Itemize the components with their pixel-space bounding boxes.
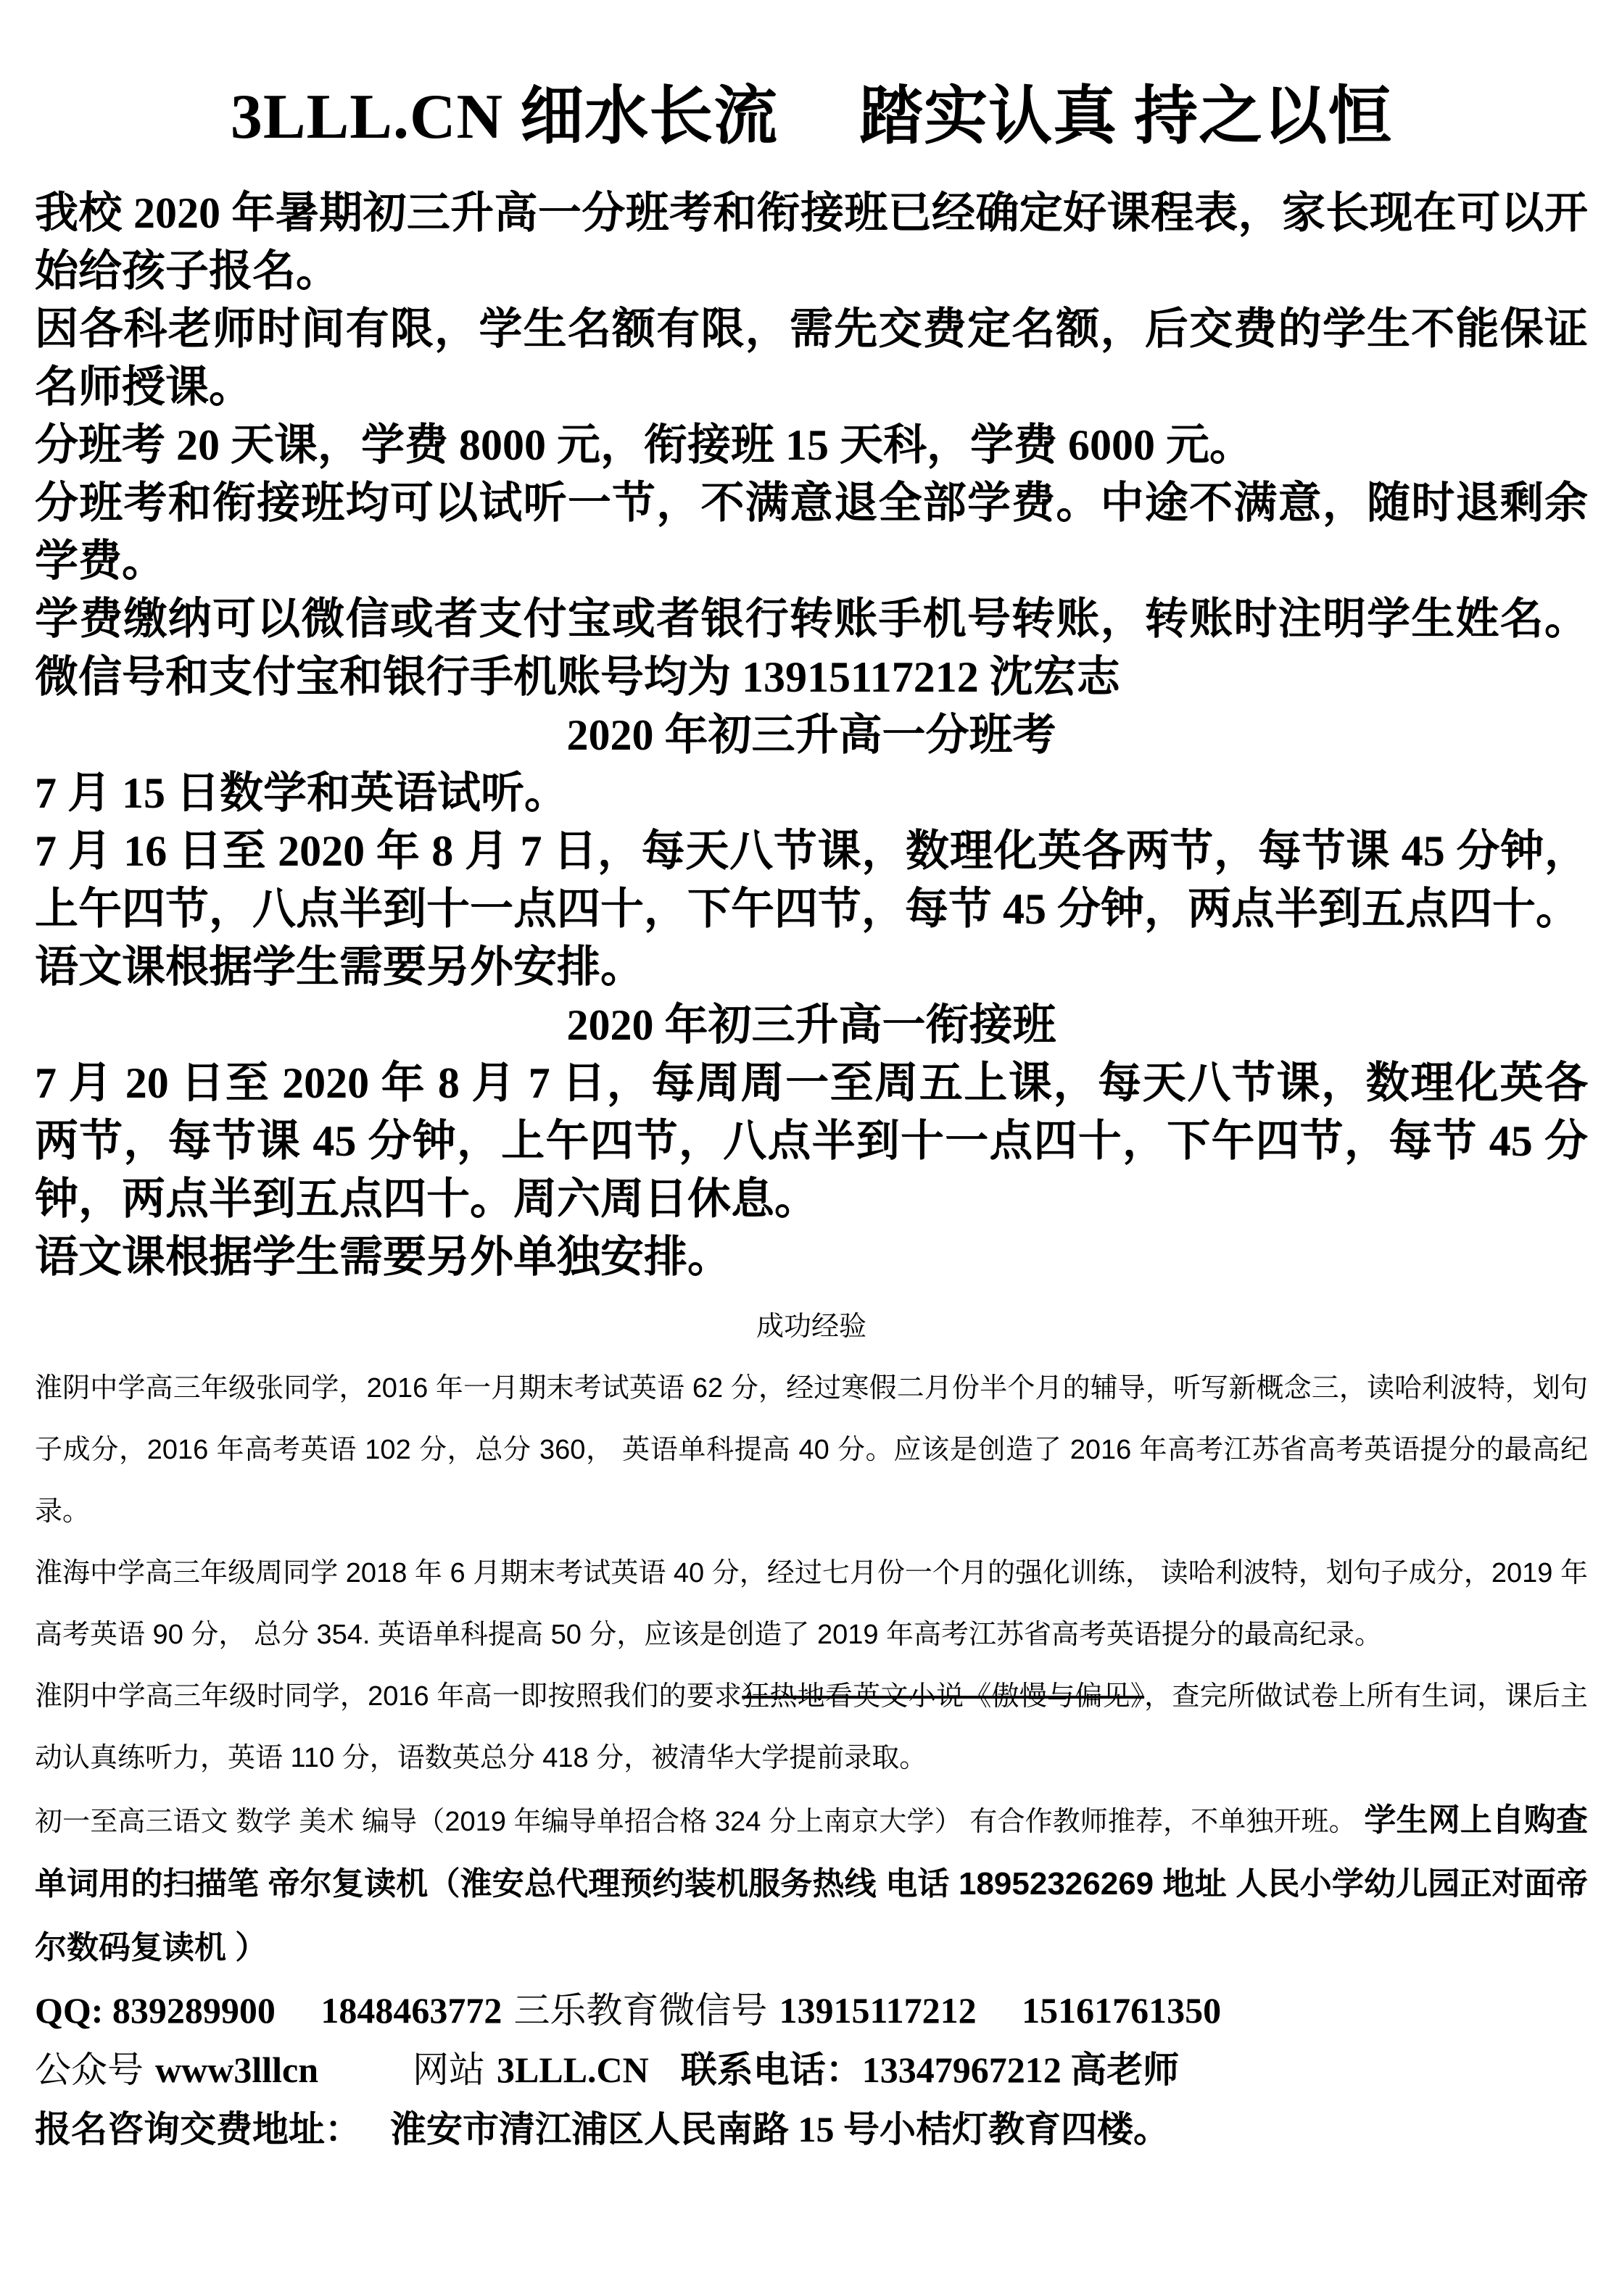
address-label: 报名咨询交费地址： xyxy=(35,2109,361,2150)
wechat-numbers: 13915117212 15161761350 xyxy=(779,1990,1222,2031)
qq-wechat-line xyxy=(35,1981,1588,2040)
success-story-1: 淮阴中学高三年级张同学，2016 年一月期末考试英语 62 分，经过寒假二月份半个月的辅导，听写新概念三，读哈利波特，划句子成分，2016 年高考英语 102 分，总分 360， 英语单科提高 40 分。应该是创造了 2016 年高考江苏省高考英语提分的最高纪录。 xyxy=(35,1373,1588,1527)
placement-exam-trial-line: 7 月 15 日数学和英语试听。 xyxy=(35,769,568,817)
success-story-3-prefix: 淮阴中学高三年级时同学，2016 年高一即按照我们的要求 xyxy=(35,1681,742,1712)
address-line xyxy=(35,2100,1588,2159)
account-website-line xyxy=(35,2040,1588,2100)
intro-paragraph-5: 学费缴纳可以微信或者支付宝或者银行转账手机号转账，转账时注明学生姓名。微信号和支付宝和银行手机账号均为 13915117212 沈宏志 xyxy=(35,595,1588,701)
official-account-value: www3lllcn xyxy=(155,2050,318,2090)
placement-exam-chinese-note: 语文课根据学生需要另外安排。 xyxy=(35,943,644,991)
intro-paragraph-3: 分班考 20 天课，学费 8000 元，衔接班 15 天科，学费 6000 元。 xyxy=(35,421,1253,469)
qq-numbers: QQ: 839289900 1848463772 xyxy=(35,1990,502,2031)
success-story-3-strikethrough-text: 狂热地看英文小说《傲慢与偏见》 xyxy=(742,1681,1145,1712)
page-title: 3LLL.CN 细水长流 踏实认真 持之以恒 xyxy=(230,82,1393,152)
wechat-label: 三乐教育微信号 xyxy=(513,1990,768,2031)
contact-phone: 联系电话：13347967212 高老师 xyxy=(680,2050,1180,2090)
course-offerings-regular-text: 初一至高三语文 数学 美术 编导（2019 年编导单招合格 324 分上南京大学） 有合作教师推荐，不单独开班。 xyxy=(35,1807,1365,1837)
course-offerings-note xyxy=(35,1789,1588,1981)
scanner-pen-bold-text: 学生网上自购查单词用的扫描笔 帝尔复读机（淮安总代理预约装机服务热线 电话 18952326269 地址 人民小学幼儿园正对面帝尔数码复读机 ） xyxy=(35,1802,1589,1965)
bridge-class-schedule: 7 月 20 日至 2020 年 8 月 7 日，每周周一至周五上课，每天八节课，数理化英各两节，每节课 45 分钟，上午四节，八点半到十一点四十，下午四节，每节 45 分钟，两点半到五点四十。周六周日休息。 xyxy=(35,1059,1588,1223)
success-story-3-suffix: ，查完所做试卷上所有生词，课后主动认真练听力，英语 110 分，语数英总分 418 分，被清华大学提前录取。 xyxy=(35,1681,1588,1773)
intro-paragraph-1: 我校 2020 年暑期初三升高一分班考和衔接班已经确定好课程表，家长现在可以开始给孩子报名。 xyxy=(35,189,1588,295)
bridge-class-heading: 2020 年初三升高一衔接班 xyxy=(566,1001,1056,1049)
success-section-heading: 成功经验 xyxy=(756,1311,866,1342)
placement-exam-heading: 2020 年初三升高一分班考 xyxy=(566,711,1056,759)
success-story-3 xyxy=(35,1666,1588,1789)
intro-paragraph-4: 分班考和衔接班均可以试听一节，不满意退全部学费。中途不满意，随时退剩余学费。 xyxy=(35,479,1588,585)
website-label: 网站 xyxy=(413,2050,485,2090)
placement-exam-schedule: 7 月 16 日至 2020 年 8 月 7 日，每天八节课，数理化英各两节，每节课 45 分钟，上午四节，八点半到十一点四十，下午四节，每节 45 分钟，两点半到五点四十。 xyxy=(35,827,1588,933)
intro-paragraph-2: 因各科老师时间有限，学生名额有限，需先交费定名额，后交费的学生不能保证名师授课。 xyxy=(35,305,1588,411)
official-account-label: 公众号 xyxy=(35,2050,144,2090)
success-story-2: 淮海中学高三年级周同学 2018 年 6 月期末考试英语 40 分，经过七月份一个月的强化训练， 读哈利波特，划句子成分，2019 年高考英语 90 分， 总分 354. 英语单科提高 50 分，应该是创造了 2019 年高考江苏省高考英语提分的最高纪录。 xyxy=(35,1558,1588,1650)
bridge-class-chinese-note: 语文课根据学生需要另外单独安排。 xyxy=(35,1233,731,1281)
website-value: 3LLL.CN xyxy=(497,2050,649,2090)
address-value: 淮安市清江浦区人民南路 15 号小桔灯教育四楼。 xyxy=(390,2109,1170,2150)
